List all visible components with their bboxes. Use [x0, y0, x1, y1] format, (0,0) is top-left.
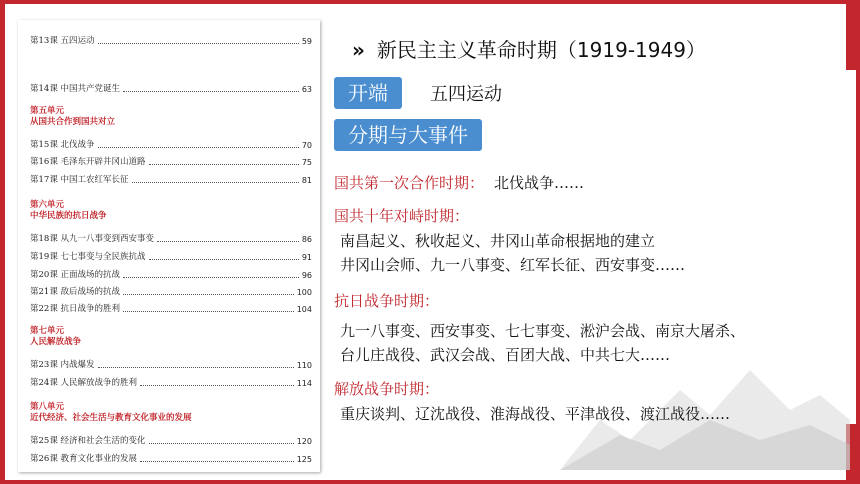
toc-entry: 第20课 正面战场的抗战 96 [30, 270, 312, 280]
toc-entry: 第21课 敌后战场的抗战 100 [30, 287, 312, 297]
toc-entry: 第23课 内战爆发 110 [30, 360, 312, 370]
phases-badge: 分期与大事件 [334, 119, 482, 151]
table-of-contents [18, 20, 320, 472]
period-events: 九一八事变、西安事变、七七事变、淞沪会战、南京大屠杀、 台儿庄战役、武汉会战、百团大战、中共七大…… [340, 322, 746, 364]
period-label: 抗日战争时期： [334, 292, 440, 310]
period-events: 北伐战争…… [494, 174, 585, 192]
toc-unit: 第五单元 从国共合作到国共对立 [30, 106, 116, 127]
period-label: 国共第一次合作时期： 北伐战争…… [334, 174, 585, 192]
toc-entry: 第24课 人民解放战争的胜利 114 [30, 378, 312, 388]
period-label: 解放战争时期： [334, 380, 440, 398]
toc-entry: 第18课 从九一八事变到西安事变 86 [30, 234, 312, 244]
toc-entry: 第15课 北伐战争 70 [30, 140, 312, 150]
period-events: 重庆谈判、辽沈战役、淮海战役、平津战役、渡江战役…… [340, 405, 731, 423]
toc-entry: 第19课 七七事变与全民族抗战 91 [30, 252, 312, 262]
toc-entry: 第22课 抗日战争的胜利 104 [30, 304, 312, 314]
toc-entry: 第17课 中国工农红军长征 81 [30, 175, 312, 185]
double-chevron-icon: » [352, 38, 365, 62]
period-label: 国共十年对峙时期： [334, 207, 470, 225]
start-text: 五四运动 [430, 84, 502, 105]
toc-entry: 第26课 教育文化事业的发展 125 [30, 454, 312, 464]
corner-decoration-top [846, 0, 860, 70]
toc-entry: 第25课 经济和社会生活的变化 120 [30, 436, 312, 446]
period-events: 南昌起义、秋收起义、井冈山革命根据地的建立 井冈山会师、九一八事变、红军长征、西安事变…… [340, 232, 686, 274]
toc-unit: 第六单元 中华民族的抗日战争 [30, 200, 107, 221]
slide-title: » 新民主主义革命时期（1919-1949） [352, 38, 706, 62]
start-badge: 开端 [334, 77, 402, 109]
toc-entry: 第14课 中国共产党诞生 63 [30, 84, 312, 94]
toc-entry: 第13课 五四运动 59 [30, 36, 312, 46]
toc-unit: 第七单元 人民解放战争 [30, 326, 82, 347]
toc-unit: 第八单元 近代经济、社会生活与教育文化事业的发展 [30, 402, 192, 423]
toc-entry: 第16课 毛泽东开辟井冈山道路 75 [30, 157, 312, 167]
